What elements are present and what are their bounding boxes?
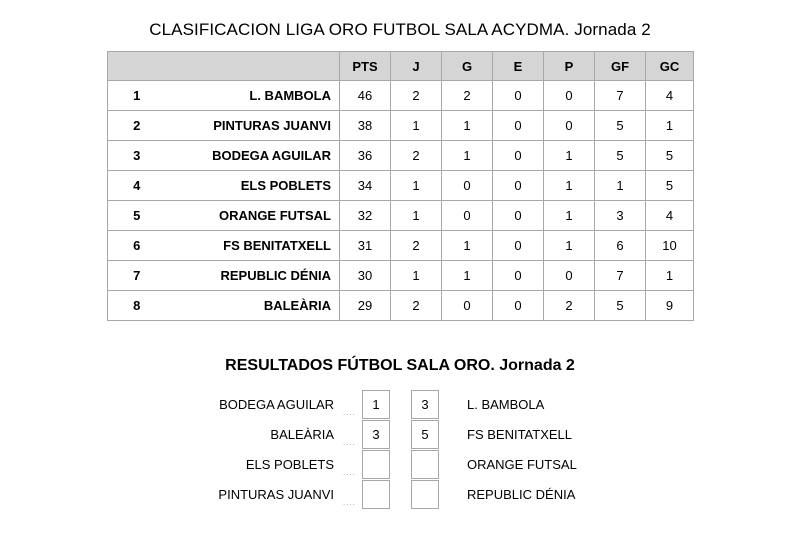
cell-e: 0	[493, 291, 544, 321]
cell-j: 1	[391, 201, 442, 231]
home-score-box: 1	[362, 390, 390, 419]
cell-team: L. BAMBOLA	[166, 81, 340, 111]
cell-g: 0	[442, 171, 493, 201]
table-row	[108, 141, 694, 171]
cell-pos: 2	[108, 111, 166, 141]
results-title: RESULTADOS FÚTBOL SALA ORO. Jornada 2	[225, 357, 575, 374]
cell-p: 1	[544, 231, 595, 261]
cell-pos: 6	[108, 231, 166, 261]
cell-pos: 4	[108, 171, 166, 201]
cell-e: 0	[493, 261, 544, 291]
header-p: P	[544, 52, 595, 81]
cell-j: 2	[391, 231, 442, 261]
away-score-box	[411, 480, 439, 509]
table-row	[108, 261, 694, 291]
away-score-box	[411, 450, 439, 479]
header-pts: PTS	[340, 52, 391, 81]
header-blank	[108, 52, 340, 81]
cell-e: 0	[493, 141, 544, 171]
result-row	[0, 450, 800, 480]
home-score-box: 3	[362, 420, 390, 449]
dots: ....	[343, 468, 356, 477]
standings-title: CLASIFICACION LIGA ORO FUTBOL SALA ACYDMA. Jornada 2	[149, 20, 651, 39]
away-team: FS BENITATXELL	[467, 427, 572, 442]
cell-j: 1	[391, 261, 442, 291]
cell-j: 2	[391, 141, 442, 171]
dots: ....	[343, 408, 356, 417]
cell-g: 0	[442, 201, 493, 231]
header-gf: GF	[595, 52, 646, 81]
cell-gc: 5	[646, 171, 694, 201]
cell-pts: 36	[340, 141, 391, 171]
dots: ....	[343, 498, 356, 507]
cell-gc: 1	[646, 261, 694, 291]
cell-pts: 32	[340, 201, 391, 231]
cell-team: BODEGA AGUILAR	[166, 141, 340, 171]
cell-pts: 30	[340, 261, 391, 291]
cell-p: 1	[544, 141, 595, 171]
cell-pos: 7	[108, 261, 166, 291]
table-row	[108, 81, 694, 111]
cell-team: BALEÀRIA	[166, 291, 340, 321]
cell-gf: 6	[595, 231, 646, 261]
cell-team: PINTURAS JUANVI	[166, 111, 340, 141]
away-team: REPUBLIC DÉNIA	[467, 487, 576, 502]
table-row	[108, 231, 694, 261]
cell-pts: 29	[340, 291, 391, 321]
cell-gc: 5	[646, 141, 694, 171]
cell-p: 0	[544, 81, 595, 111]
cell-e: 0	[493, 201, 544, 231]
cell-gc: 4	[646, 201, 694, 231]
cell-p: 1	[544, 171, 595, 201]
cell-pos: 5	[108, 201, 166, 231]
cell-gf: 7	[595, 81, 646, 111]
home-score-box	[362, 450, 390, 479]
cell-e: 0	[493, 231, 544, 261]
cell-e: 0	[493, 81, 544, 111]
cell-team: ELS POBLETS	[166, 171, 340, 201]
table-row	[108, 171, 694, 201]
cell-p: 2	[544, 291, 595, 321]
home-score-box	[362, 480, 390, 509]
cell-team: ORANGE FUTSAL	[166, 201, 340, 231]
cell-j: 2	[391, 81, 442, 111]
cell-p: 0	[544, 111, 595, 141]
cell-gf: 5	[595, 111, 646, 141]
home-team: PINTURAS JUANVI	[218, 487, 334, 502]
cell-g: 1	[442, 261, 493, 291]
away-team: ORANGE FUTSAL	[467, 457, 577, 472]
header-gc: GC	[646, 52, 694, 81]
cell-g: 0	[442, 291, 493, 321]
result-row	[0, 390, 800, 420]
result-row	[0, 420, 800, 450]
cell-gc: 4	[646, 81, 694, 111]
cell-gf: 1	[595, 171, 646, 201]
cell-gf: 7	[595, 261, 646, 291]
cell-gc: 10	[646, 231, 694, 261]
standings-table	[107, 51, 694, 321]
cell-j: 1	[391, 111, 442, 141]
home-team: ELS POBLETS	[245, 457, 334, 472]
cell-pos: 3	[108, 141, 166, 171]
home-team: BODEGA AGUILAR	[219, 397, 334, 412]
cell-e: 0	[493, 111, 544, 141]
header-g: G	[442, 52, 493, 81]
standings-header-row	[108, 52, 694, 81]
header-e: E	[493, 52, 544, 81]
away-team: L. BAMBOLA	[467, 397, 545, 412]
cell-pts: 38	[340, 111, 391, 141]
cell-j: 1	[391, 171, 442, 201]
cell-gf: 5	[595, 141, 646, 171]
cell-gc: 9	[646, 291, 694, 321]
cell-j: 2	[391, 291, 442, 321]
result-row	[0, 480, 800, 510]
dots: ....	[343, 438, 356, 447]
cell-g: 2	[442, 81, 493, 111]
cell-e: 0	[493, 171, 544, 201]
cell-gc: 1	[646, 111, 694, 141]
cell-team: REPUBLIC DÉNIA	[166, 261, 340, 291]
cell-pts: 34	[340, 171, 391, 201]
table-row	[108, 201, 694, 231]
cell-pos: 1	[108, 81, 166, 111]
cell-g: 1	[442, 111, 493, 141]
cell-g: 1	[442, 231, 493, 261]
table-row	[108, 111, 694, 141]
cell-team: FS BENITATXELL	[166, 231, 340, 261]
cell-pts: 31	[340, 231, 391, 261]
home-team: BALEÀRIA	[270, 427, 334, 442]
cell-pos: 8	[108, 291, 166, 321]
cell-pts: 46	[340, 81, 391, 111]
table-row	[108, 291, 694, 321]
cell-g: 1	[442, 141, 493, 171]
cell-p: 0	[544, 261, 595, 291]
cell-gf: 3	[595, 201, 646, 231]
header-j: J	[391, 52, 442, 81]
away-score-box: 5	[411, 420, 439, 449]
cell-gf: 5	[595, 291, 646, 321]
cell-p: 1	[544, 201, 595, 231]
away-score-box: 3	[411, 390, 439, 419]
